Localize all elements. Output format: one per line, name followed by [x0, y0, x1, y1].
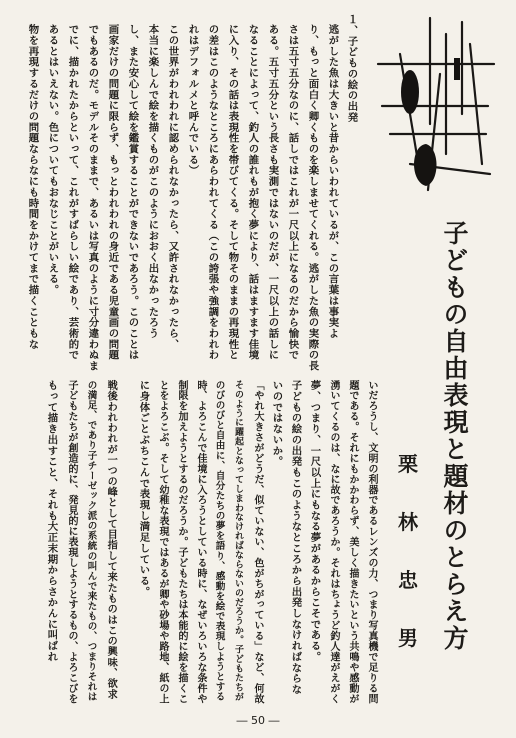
text-column: 物を再現するだけの問題ならなにも時間をかけてまで描くこともな: [26, 24, 39, 350]
text-column: 湧いてくるのは、なに故であろうか。それはちょうど釣人達がえがく: [328, 380, 339, 704]
text-column: 子どもたちが創造的に、発見的に表現しようとするもの、よろこびを: [66, 380, 77, 704]
text-column: 逃がした魚は大きいと昔からいわれているが、この言葉は事実よ: [326, 24, 339, 339]
author-name-char: 忠: [398, 568, 418, 592]
text-column: でに、描かれたからといって、これがすばらしい絵であり、芸術的で: [66, 24, 79, 361]
text-column: とをよろこぶ。そして幼稚な表現ではあるが卿や砂場や路地、紙の上: [157, 380, 168, 704]
author-name-char: 林: [398, 510, 418, 534]
page-number: ― 50 ―: [236, 714, 280, 727]
text-column: 戦後われわれが一つの峰として目指して来たものはこの興味、欲求: [105, 380, 118, 700]
text-column: のびのびと自由に、自分たちの夢を語り、感動を絵で表現しようとする: [213, 380, 225, 702]
text-column: いのではないか。: [270, 380, 283, 467]
abstract-line-art-illustration: [370, 14, 500, 194]
text-column: 本当に楽しんで絵を描くものがこのようにおおく出なかったろう: [146, 24, 159, 339]
text-column: り、もっと面白く卿くものを楽しませてくれる。逃がした魚の実際の長: [306, 24, 319, 372]
text-column: れはデフォルメと呼んでいる）: [186, 24, 199, 176]
text-column: に入り、その話は表現性を帯びてくる。そして物そのままの再現性と: [226, 24, 239, 361]
article-title: 子どもの自由表現と題材のとらえ方: [440, 220, 469, 652]
text-column: この世界がわれわれに認められなかったら、又許されなかったら、: [166, 24, 179, 350]
text-column: なることによって、釣人の誰れもが抱く夢により、話はますます佳境: [246, 24, 259, 361]
text-column: そのように躍起となってしまわなければならないのだろうか。子どもたちが: [233, 380, 243, 702]
text-column: の満足、であり子チーゼック派の系統の叫んで来たもの、つまりそれは: [85, 380, 97, 702]
text-column: もって描き出すこと、それも大正末期からさかんに叫ばれ: [45, 380, 58, 663]
text-column: 子どもの絵の出発もこのようなところから出発しなければならな: [289, 380, 302, 695]
text-column: 夢、つまり、一尺以上にもなる夢があるからこそである。: [308, 380, 321, 663]
text-column: に身体ごとぶちこんで表現し満足している。: [137, 380, 150, 597]
text-column: 制限を加えようとするのだろうか。子どもたちは本能的に絵を描くこ: [176, 380, 187, 704]
text-column: さは五寸五分なのに、話しではこれが一尺以上になるのだから愉快で: [286, 24, 299, 361]
text-column: の差はこのようなところにあらわれてくる（この誇張や強調をわれわ: [206, 24, 219, 361]
text-column: 題である。それにもかかわらず、美しく描きたいという共鳴や感動が: [347, 380, 358, 704]
text-column: でもあるのだ。モデルそのままで、あるいは写真のように寸分違わぬま: [86, 24, 99, 372]
text-column: 時、よろこんで佳境に入ろうとしている時に、なぜいろいろな条件や: [195, 380, 206, 704]
text-column: し、また安心して絵を鑑賞することができないであろう。このことは: [126, 24, 139, 361]
text-column: 「やれ大きさがどうだ、似ていない、色がちがっている」など、何故: [252, 380, 263, 704]
section-heading: １、子どもの絵の出発: [345, 14, 358, 123]
author-name-char: 男: [398, 626, 418, 650]
text-column: ある。五寸五分という長さも実測ではないのだが、一尺以上の話しに: [266, 24, 279, 361]
text-column: いだろうし、文明の利器であるレンズの力、つまり写真機で足りる問: [366, 380, 377, 704]
text-column: 画家だけの問題に限らず、もっとわれわれの身近である児童画の問題: [106, 24, 119, 361]
author-name-char: 栗: [398, 452, 418, 476]
text-column: あるとはいえない。色についてもおなじことがいえる。: [46, 24, 59, 296]
